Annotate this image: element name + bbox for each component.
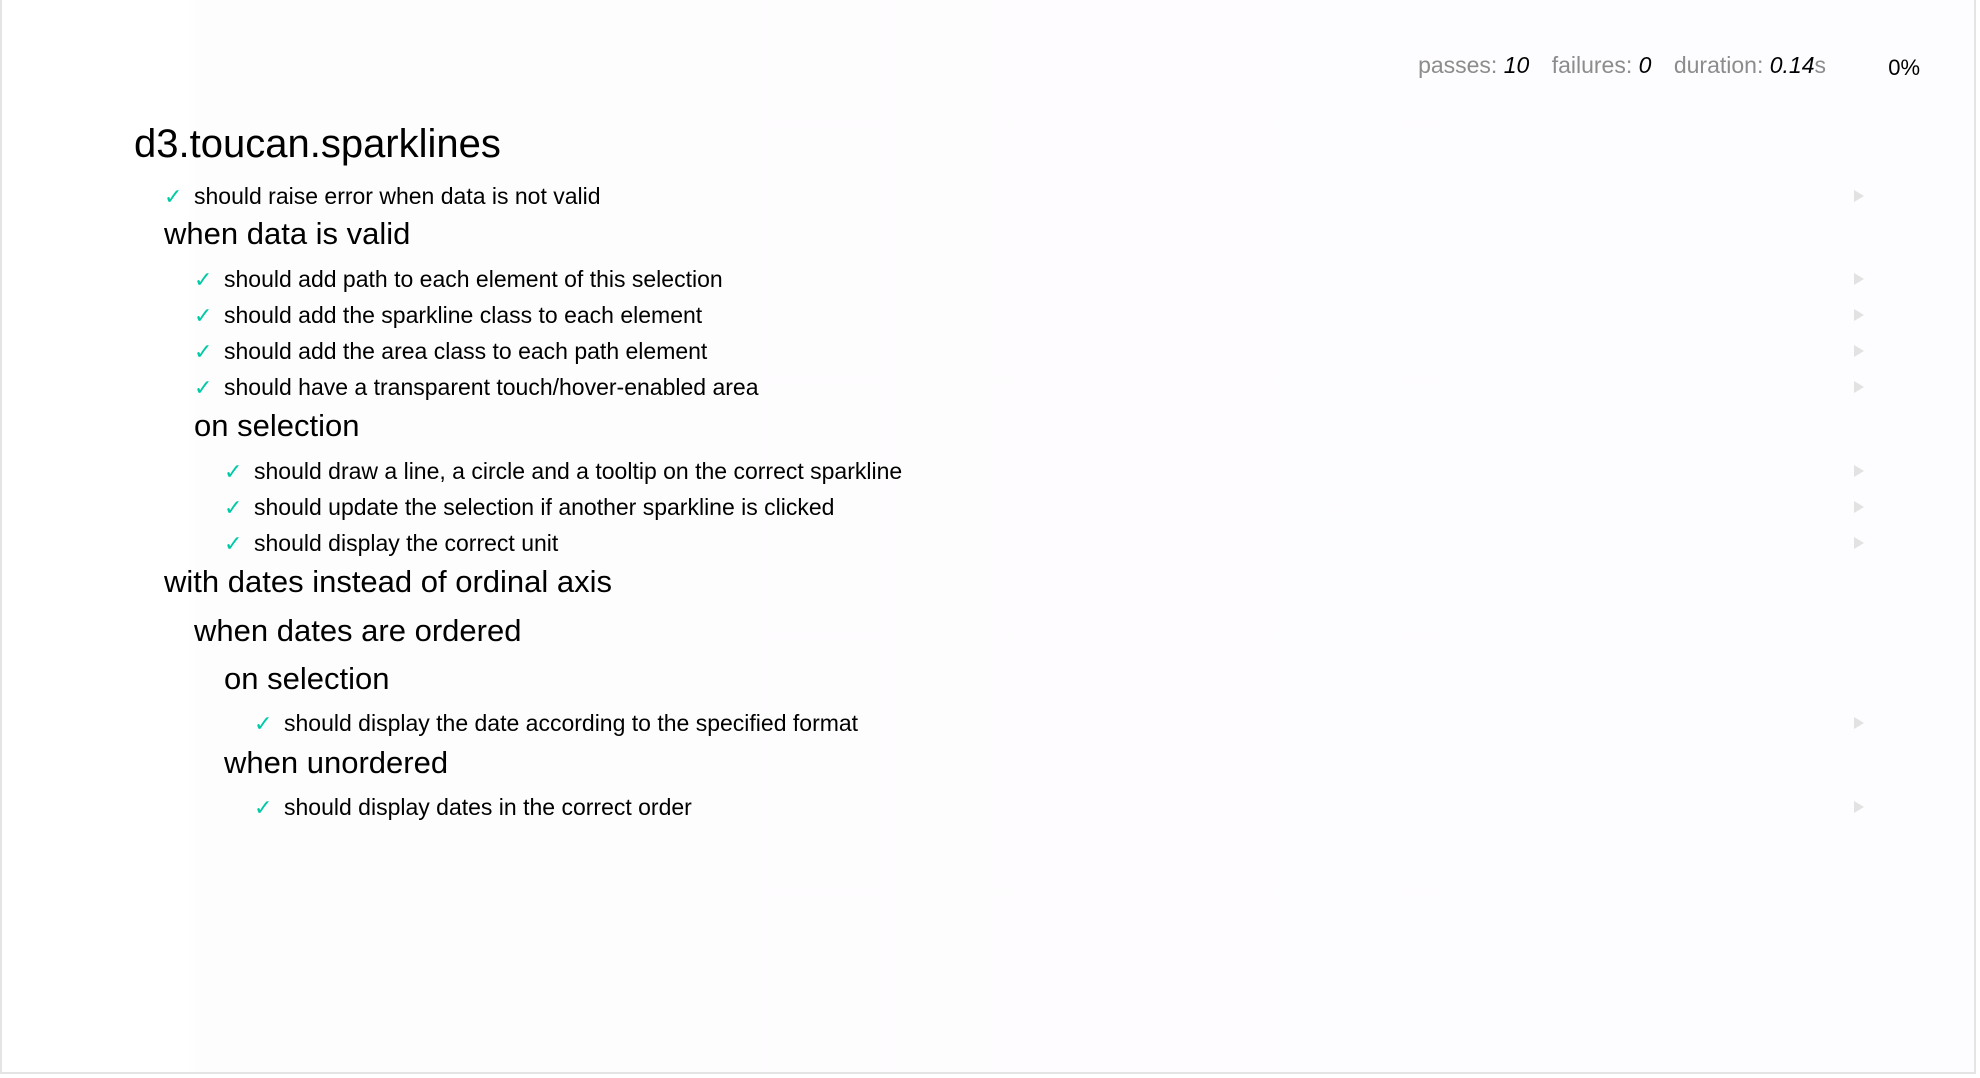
- replay-icon[interactable]: [1854, 537, 1864, 549]
- passes-count: 10: [1503, 52, 1530, 78]
- check-icon: ✓: [194, 339, 213, 364]
- test-item[interactable]: [194, 338, 707, 365]
- suite-title[interactable]: when data is valid: [164, 216, 411, 251]
- test-title[interactable]: should add path to each element of this selection: [224, 266, 723, 292]
- test-item[interactable]: [194, 266, 723, 293]
- duration-value: 0.14: [1769, 52, 1815, 78]
- stats-bar: [1402, 52, 1826, 79]
- replay-icon[interactable]: [1854, 381, 1864, 393]
- test-item[interactable]: [194, 302, 702, 329]
- test-title[interactable]: should display dates in the correct order: [284, 794, 692, 820]
- failures-stat[interactable]: [1552, 52, 1652, 79]
- duration-unit: s: [1814, 52, 1826, 78]
- test-item[interactable]: [194, 374, 758, 401]
- replay-icon[interactable]: [1854, 345, 1864, 357]
- replay-icon[interactable]: [1854, 801, 1864, 813]
- check-icon: ✓: [194, 303, 213, 328]
- suite-title[interactable]: with dates instead of ordinal axis: [164, 564, 613, 599]
- failures-count: 0: [1638, 52, 1652, 78]
- test-title[interactable]: should draw a line, a circle and a tooltip on the correct sparkline: [254, 458, 903, 484]
- suite-title[interactable]: when unordered: [224, 745, 449, 780]
- duration-label: duration:: [1673, 52, 1764, 78]
- check-icon: ✓: [224, 495, 243, 520]
- replay-icon[interactable]: [1854, 501, 1864, 513]
- test-title[interactable]: should display the correct unit: [254, 530, 559, 556]
- test-item[interactable]: [224, 530, 558, 557]
- passes-stat[interactable]: [1418, 52, 1529, 79]
- test-title[interactable]: should have a transparent touch/hover-enabled area: [224, 374, 759, 400]
- replay-icon[interactable]: [1854, 273, 1864, 285]
- passes-label: passes:: [1418, 52, 1498, 78]
- replay-icon[interactable]: [1854, 190, 1864, 202]
- replay-icon[interactable]: [1854, 309, 1864, 321]
- test-title[interactable]: should raise error when data is not valid: [194, 183, 601, 209]
- suite-title-root[interactable]: d3.toucan.sparklines: [134, 122, 501, 166]
- test-item[interactable]: [224, 458, 902, 485]
- suite-title[interactable]: on selection: [194, 408, 360, 443]
- test-item[interactable]: [254, 710, 858, 737]
- test-title[interactable]: should add the area class to each path element: [224, 338, 708, 364]
- check-icon: ✓: [224, 459, 243, 484]
- failures-label: failures:: [1551, 52, 1633, 78]
- test-item[interactable]: [224, 494, 834, 521]
- check-icon: ✓: [254, 711, 273, 736]
- duration-stat: [1674, 52, 1826, 79]
- test-title[interactable]: should display the date according to the specified format: [284, 710, 859, 736]
- check-icon: ✓: [254, 795, 273, 820]
- check-icon: ✓: [224, 531, 243, 556]
- check-icon: ✓: [164, 184, 183, 209]
- test-item[interactable]: [254, 794, 692, 821]
- suite-title[interactable]: when dates are ordered: [194, 613, 522, 648]
- check-icon: ✓: [194, 375, 213, 400]
- test-title[interactable]: should add the sparkline class to each element: [224, 302, 703, 328]
- check-icon: ✓: [194, 267, 213, 292]
- replay-icon[interactable]: [1854, 717, 1864, 729]
- replay-icon[interactable]: [1854, 465, 1864, 477]
- progress-indicator: 0%: [1888, 55, 1920, 80]
- suite-title[interactable]: on selection: [224, 661, 390, 696]
- test-title[interactable]: should update the selection if another sparkline is clicked: [254, 494, 835, 520]
- test-item[interactable]: [164, 183, 601, 210]
